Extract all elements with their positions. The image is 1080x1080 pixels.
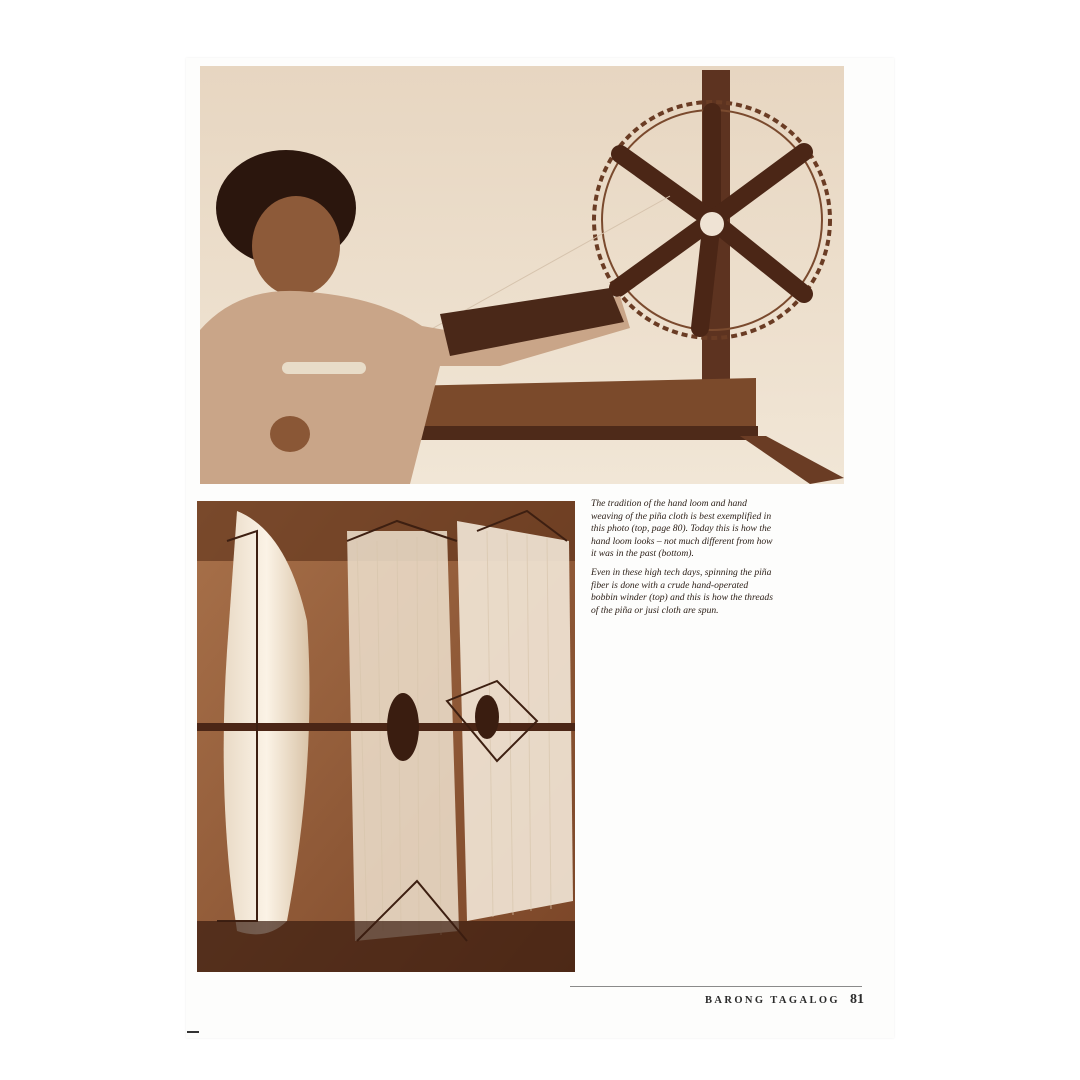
- photo-hand-loom-fibers-image: [197, 501, 575, 972]
- page-number: 81: [850, 992, 864, 1007]
- caption-paragraph-2: Even in these high tech days, spinning the piña fiber is done with a crude hand-operated bobbin winder (top) and this is how the threads of the piña or jusi cloth are spun.: [591, 566, 773, 616]
- photo-caption: [591, 498, 777, 623]
- page-corner-mark: [187, 1031, 199, 1033]
- photo-woman-bobbin-winder-image: [200, 66, 844, 484]
- caption-paragraph-1: The tradition of the hand loom and hand weaving of the piña cloth is best exemplified in this photo (top, page 80). Today this is how the hand loom looks – not much different from how it was in the past (bottom).: [591, 498, 773, 560]
- running-head: BARONG TAGALOG: [704, 995, 840, 1006]
- page-footer: [705, 992, 864, 1008]
- footer-rule: [570, 986, 862, 987]
- photo-hand-loom-fibers: [197, 501, 575, 972]
- photo-woman-bobbin-winder: [200, 66, 844, 484]
